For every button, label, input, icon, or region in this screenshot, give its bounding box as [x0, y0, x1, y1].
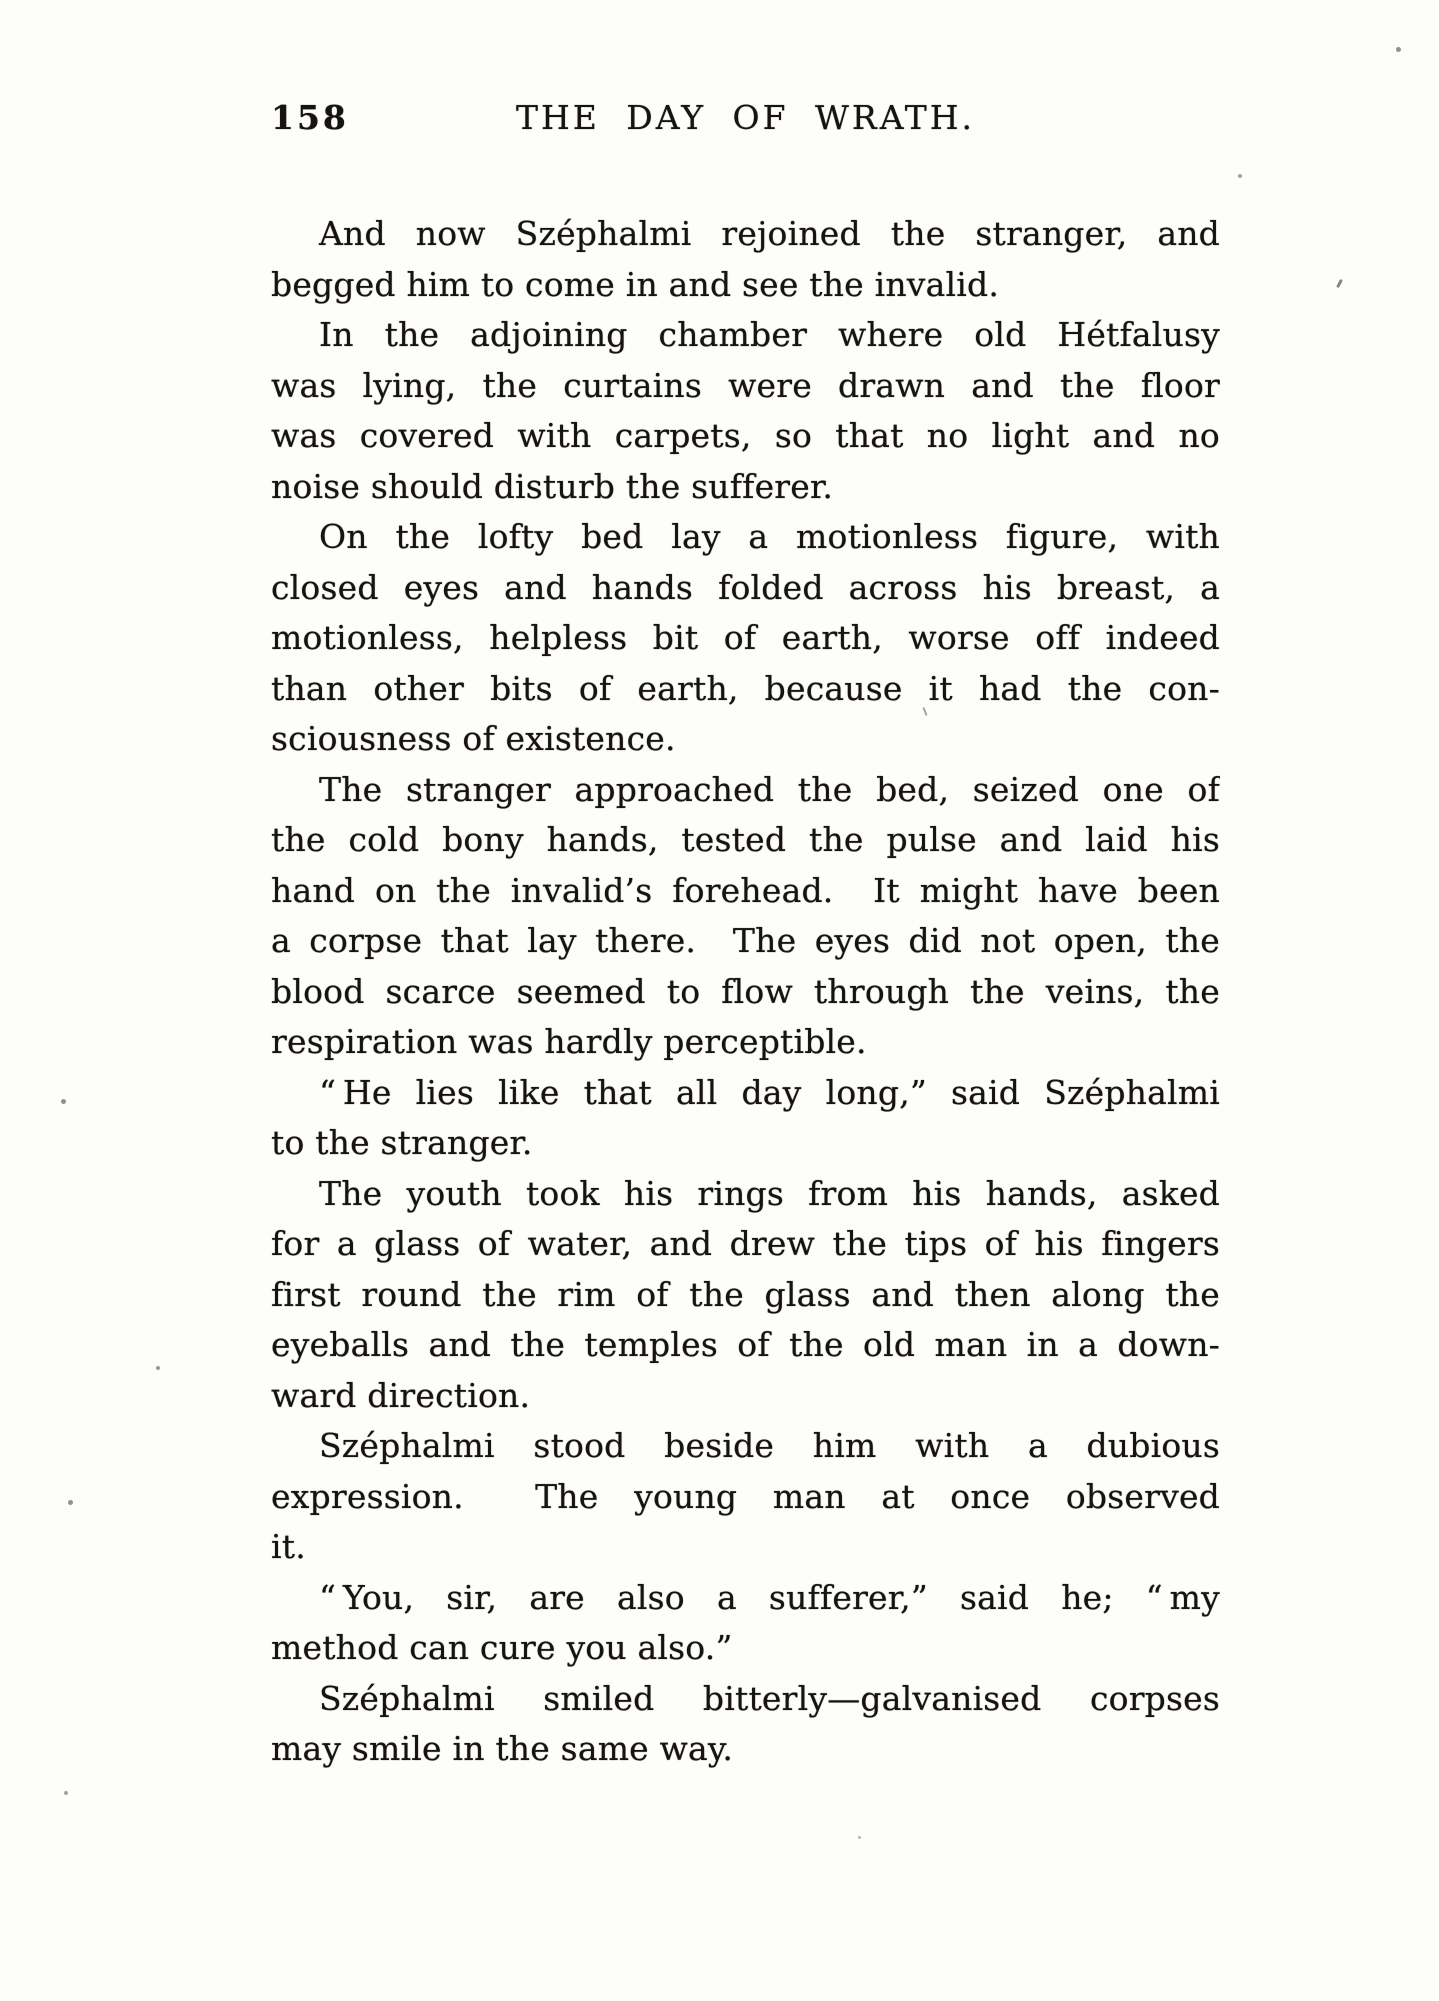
running-head: [271, 96, 1220, 140]
text-line: sciousness of existence.: [271, 719, 676, 758]
text-line: And now Széphalmi rejoined the stranger, and: [319, 214, 1220, 253]
scan-speck: [156, 1366, 160, 1370]
scan-speck: [1396, 47, 1401, 52]
text-line: the cold bony hands, tested the pulse and laid his: [271, 820, 1220, 859]
text-line: noise should disturb the sufferer.: [271, 466, 834, 506]
scan-speck: [64, 1791, 68, 1795]
text-line: than other bits of earth, because it had the con-: [271, 668, 1220, 708]
text-line: respiration was hardly perceptible.: [271, 1022, 867, 1061]
text-line: In the adjoining chamber where old Hétfalusy: [319, 315, 1220, 354]
text-line: The youth took his rings from his hands, asked: [319, 1173, 1220, 1213]
text-line: “ You, sir, are also a sufferer,” said he; “ my: [319, 1577, 1220, 1617]
text-line: may smile in the same way.: [271, 1729, 734, 1768]
text-line: a corpse that lay there. The eyes did not open, the: [271, 921, 1220, 960]
scan-speck: [68, 1500, 73, 1505]
text-line: was covered with carpets, so that no light and no: [271, 416, 1220, 455]
text-line: motionless, helpless bit of earth, worse off indeed: [271, 618, 1220, 657]
text-line: Széphalmi stood beside him with a dubious: [319, 1426, 1220, 1465]
text-line: blood scarce seemed to flow through the veins, the: [271, 971, 1220, 1011]
text-line: On the lofty bed lay a motionless figure, with: [319, 517, 1220, 556]
scan-speck: [61, 1099, 66, 1104]
scan-speck: [1238, 174, 1242, 178]
text-line: “ He lies like that all day long,” said Széphalmi: [319, 1072, 1220, 1112]
text-line: expression. The young man at once observed: [271, 1476, 1220, 1516]
running-title: THE DAY OF WRATH.: [515, 98, 976, 137]
text-line: it.: [271, 1527, 306, 1566]
text-line: was lying, the curtains were drawn and the floor: [271, 365, 1220, 405]
text-line: eyeballs and the temples of the old man in a down-: [271, 1325, 1220, 1364]
text-line: first round the rim of the glass and then along the: [271, 1274, 1220, 1314]
text-line: Széphalmi smiled bitterly—galvanised corpses: [319, 1678, 1220, 1718]
page-number: 158: [271, 98, 349, 137]
scan-speck: [858, 1836, 861, 1839]
text-line: ward direction.: [271, 1375, 531, 1415]
text-line: to the stranger.: [271, 1123, 533, 1162]
text-line: The stranger approached the bed, seized one of: [319, 769, 1220, 809]
text-line: hand on the invalid’s forehead. It might have been: [271, 870, 1220, 910]
scan-speck: [1336, 279, 1343, 288]
text-line: method can cure you also.”: [271, 1628, 733, 1667]
text-line: for a glass of water, and drew the tips of his fingers: [271, 1224, 1220, 1263]
text-line: begged him to come in and see the invalid.: [271, 264, 1000, 304]
text-block: [271, 209, 1220, 1775]
text-line: closed eyes and hands folded across his breast, a: [271, 567, 1220, 607]
